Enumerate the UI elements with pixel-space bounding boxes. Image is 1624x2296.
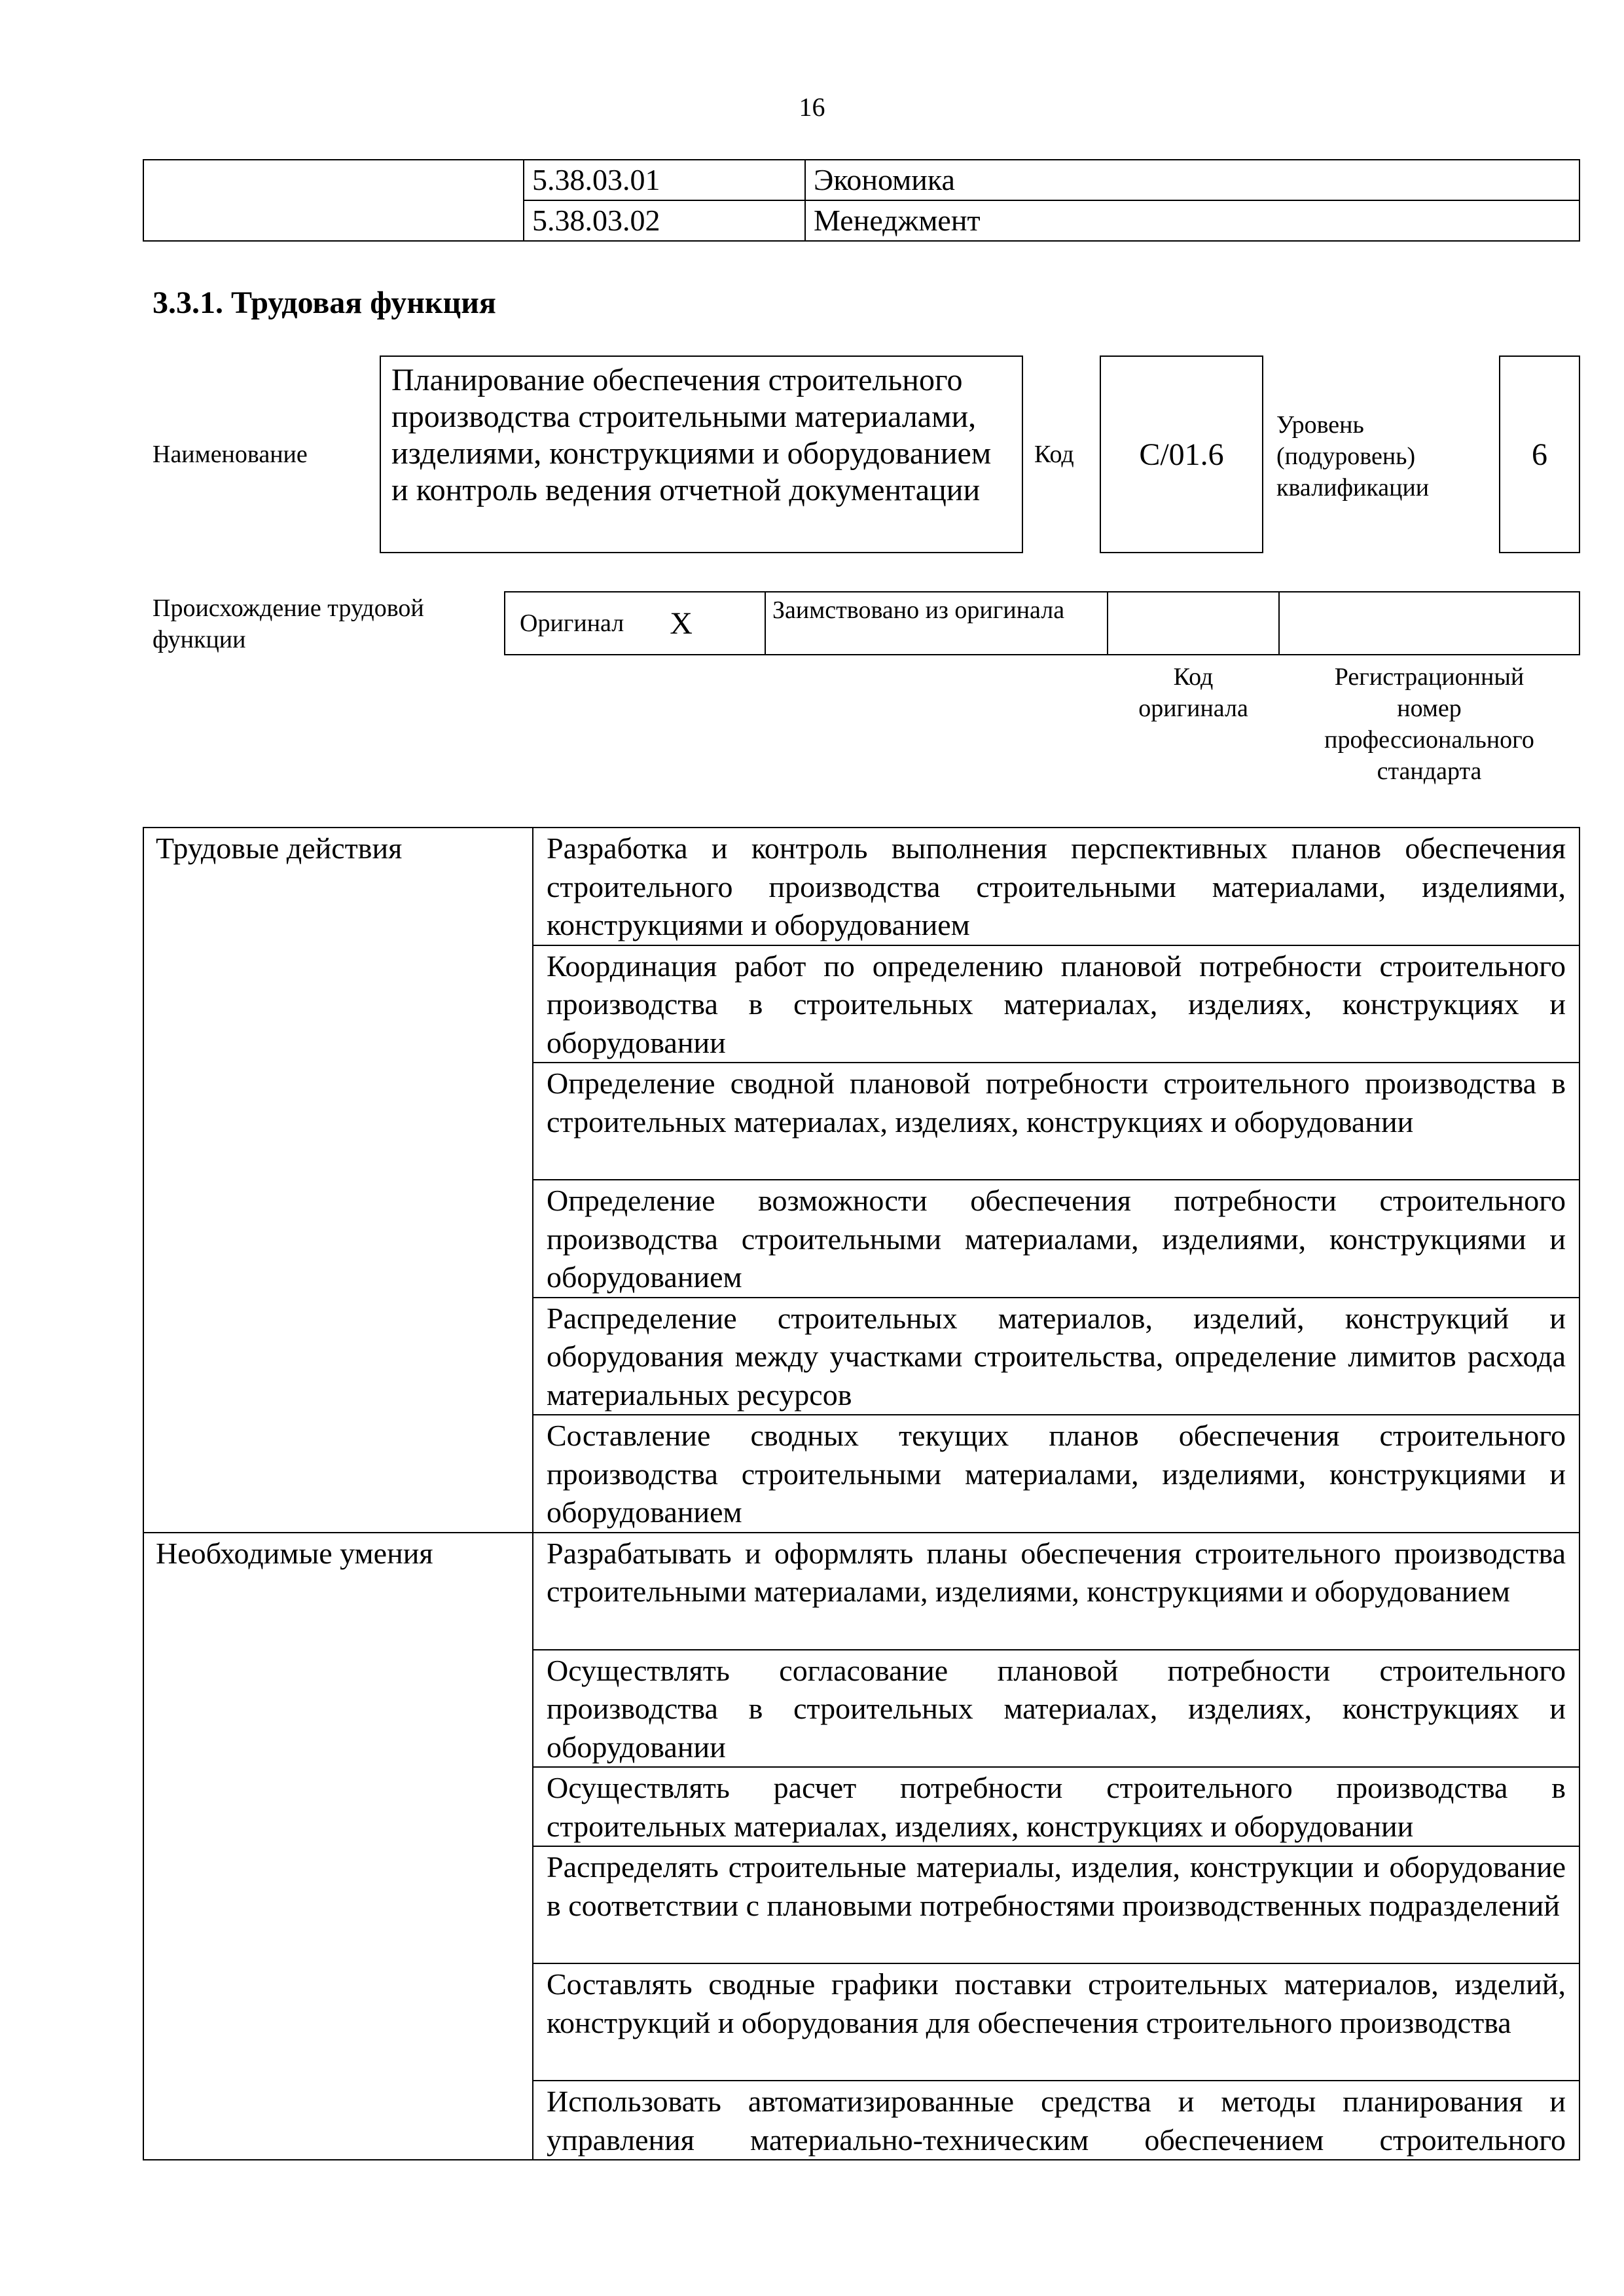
table-row xyxy=(143,200,1579,241)
section-title: 3.3.1. Трудовая функция xyxy=(153,285,496,320)
page-number: 16 xyxy=(799,92,825,122)
level-label xyxy=(1276,409,1429,503)
original-cell xyxy=(504,591,766,655)
code-label: Код xyxy=(1034,441,1074,468)
required-skill: Осуществлять согласование плановой потребности строительного производства в строительных материалах, изделиях, конструкциях и оборудовании xyxy=(533,1650,1579,1768)
level-value-box xyxy=(1499,355,1580,553)
level-value: 6 xyxy=(1532,437,1547,472)
function-code: С/01.6 xyxy=(1139,437,1224,472)
level-label-line: Уровень xyxy=(1276,411,1364,439)
caption-line: стандарта xyxy=(1377,757,1482,785)
required-skill: Разрабатывать и оформлять планы обеспечения строительного производства строительными материалами, изделиями, конструкциями и оборудованием xyxy=(533,1533,1579,1650)
labor-action: Определение сводной плановой потребности строительного производства в строительных материалах, изделиях, конструкциях и оборудовании xyxy=(533,1063,1579,1180)
table-row xyxy=(143,1533,1579,1650)
required-skill: Распределять строительные материалы, изделия, конструкции и оборудование в соответствии с плановыми потребностями производственных подразделений xyxy=(533,1846,1579,1963)
caption-line: номер xyxy=(1397,695,1462,722)
table-row xyxy=(143,828,1579,945)
function-code-box xyxy=(1100,355,1263,553)
empty-cell xyxy=(143,160,524,200)
level-label-line: квалификации xyxy=(1276,474,1430,501)
caption-line: профессионального xyxy=(1324,726,1534,754)
required-skill: Осуществлять расчет потребности строительного производства в строительных материалах, изделиях, конструкциях и оборудовании xyxy=(533,1767,1579,1846)
education-codes-table xyxy=(143,159,1580,242)
labor-action: Координация работ по определению плановой потребности строительного производства в строительных материалах, изделиях, конструкциях и оборудовании xyxy=(533,945,1579,1063)
table-row xyxy=(143,160,1579,200)
function-name-box xyxy=(380,355,1023,553)
registration-number-caption xyxy=(1278,661,1580,787)
level-label-line: (подуровень) xyxy=(1276,443,1416,470)
original-code-cell xyxy=(1107,591,1280,655)
original-code-caption xyxy=(1107,661,1280,724)
caption-line: Регистрационный xyxy=(1334,663,1525,691)
labor-action: Разработка и контроль выполнения перспективных планов обеспечения строительного производства строительными материалами, изделиями, конструкциями и оборудованием xyxy=(533,828,1579,945)
name-cell: Менеджмент xyxy=(805,200,1579,241)
labor-actions-label: Трудовые действия xyxy=(143,828,533,1533)
labor-action: Распределение строительных материалов, изделий, конструкций и оборудования между участками строительства, определение лимитов расхода материальных ресурсов xyxy=(533,1298,1579,1415)
empty-cell xyxy=(143,200,524,241)
code-cell: 5.38.03.01 xyxy=(524,160,805,200)
name-cell: Экономика xyxy=(805,160,1579,200)
original-mark: X xyxy=(670,606,693,641)
required-skill: Использовать автоматизированные средства и методы планирования и управления материально-техническим обеспечением строительного xyxy=(533,2081,1579,2160)
caption-line: Код xyxy=(1173,663,1214,691)
labor-function-table xyxy=(143,827,1580,2160)
labor-action: Определение возможности обеспечения потребности строительного производства строительными материалами, изделиями, конструкциями и оборудованием xyxy=(533,1180,1579,1298)
name-label: Наименование xyxy=(153,441,308,468)
original-label: Оригинал xyxy=(520,610,624,637)
labor-action: Составление сводных текущих планов обеспечения строительного производства строительными материалами, изделиями, конструкциями и оборудованием xyxy=(533,1415,1579,1533)
caption-line: оригинала xyxy=(1138,695,1248,722)
required-skill: Составлять сводные графики поставки строительных материалов, изделий, конструкций и оборудования для обеспечения строительного производства xyxy=(533,1963,1579,2081)
code-cell: 5.38.03.02 xyxy=(524,200,805,241)
registration-number-cell xyxy=(1278,591,1580,655)
function-name: Планирование обеспечения строительного производства строительными материалами, изделиями, конструкциями и оборудованием и контроль ведения отчетной документации xyxy=(391,363,992,507)
borrowed-cell: Заимствовано из оригинала xyxy=(765,591,1108,655)
required-skills-label: Необходимые умения xyxy=(143,1533,533,2160)
origin-label: Происхождение трудовой функции xyxy=(153,594,424,653)
